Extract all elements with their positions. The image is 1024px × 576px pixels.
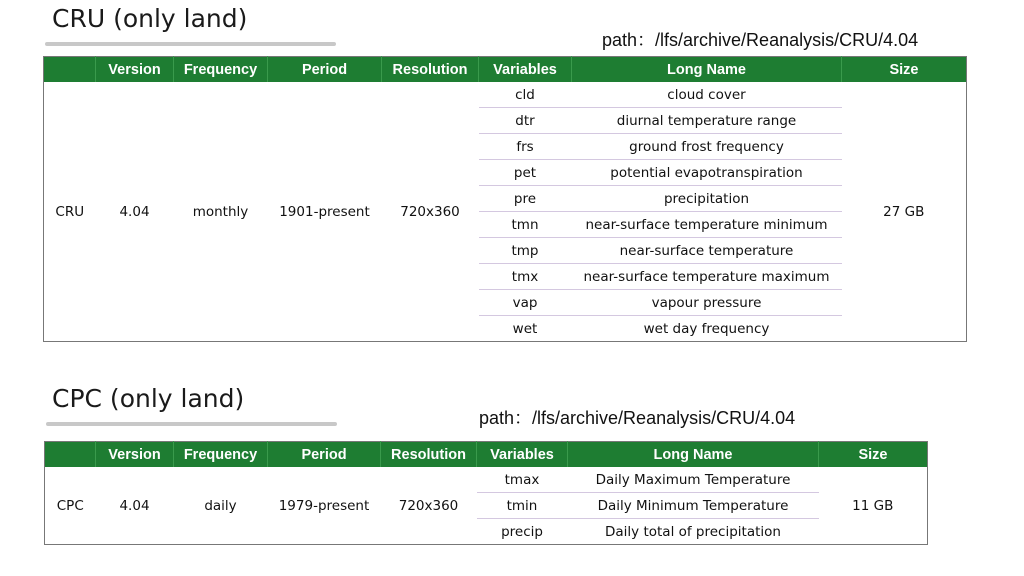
cpc-header-resolution: Resolution — [381, 442, 477, 468]
cpc-frequency-cell: daily — [204, 497, 237, 514]
long-name-cell: near-surface temperature minimum — [572, 212, 842, 238]
long-name-cell: wet day frequency — [643, 320, 770, 337]
cpc-size-cell: 11 GB — [852, 497, 894, 514]
cru-header-resolution: Resolution — [382, 57, 479, 83]
cpc-resolution-cell: 720x360 — [398, 497, 459, 514]
variable-cell: tmp — [479, 238, 572, 264]
cpc-dataset-cell: CPC — [56, 497, 84, 514]
cru-version-cell: 4.04 — [119, 203, 150, 220]
variable-cell: tmn — [479, 212, 572, 238]
cru-resolution-cell: 720x360 — [400, 203, 460, 220]
table-row — [45, 467, 928, 493]
long-name-cell: near-surface temperature maximum — [572, 264, 842, 290]
long-name-cell: potential evapotranspiration — [572, 160, 842, 186]
cru-section-title: CRU (only land) — [52, 4, 248, 33]
cpc-table — [44, 441, 928, 545]
cpc-section-title: CPC (only land) — [52, 384, 245, 413]
long-name-cell: precipitation — [572, 186, 842, 212]
cru-table — [43, 56, 967, 342]
variable-cell: tmin — [477, 493, 568, 519]
variable-cell: frs — [479, 134, 572, 160]
variable-cell: tmx — [479, 264, 572, 290]
long-name-cell: Daily total of precipitation — [605, 523, 781, 540]
long-name-cell: cloud cover — [572, 82, 842, 108]
cru-title-underline — [45, 42, 336, 46]
cru-frequency-cell: monthly — [192, 203, 249, 220]
cpc-period-cell: 1979-present — [278, 497, 370, 514]
long-name-cell: ground frost frequency — [572, 134, 842, 160]
variable-cell: tmax — [477, 467, 568, 493]
cpc-title-underline — [46, 422, 337, 426]
cru-header-period: Period — [268, 57, 382, 83]
long-name-cell: diurnal temperature range — [572, 108, 842, 134]
cpc-header-frequency: Frequency — [174, 442, 268, 468]
cru-header-variables: Variables — [479, 57, 572, 83]
variable-cell: pet — [479, 160, 572, 186]
cpc-header-version: Version — [96, 442, 174, 468]
cru-dataset-cell: CRU — [55, 203, 85, 220]
long-name-cell: Daily Maximum Temperature — [568, 467, 819, 493]
cru-header-frequency: Frequency — [174, 57, 268, 83]
variable-cell: precip — [501, 523, 543, 540]
long-name-cell: Daily Minimum Temperature — [568, 493, 819, 519]
table-row — [44, 82, 967, 108]
cpc-header-size: Size — [819, 442, 928, 468]
cru-header-dataset — [44, 57, 96, 83]
cpc-header-long-name: Long Name — [568, 442, 819, 468]
cpc-header-dataset — [45, 442, 96, 468]
cpc-header-period: Period — [268, 442, 381, 468]
variable-cell: dtr — [479, 108, 572, 134]
cru-period-cell: 1901-present — [279, 203, 370, 220]
cru-path-label: path：/lfs/archive/Reanalysis/CRU/4.04 — [602, 30, 919, 50]
cpc-header-variables: Variables — [477, 442, 568, 468]
long-name-cell: near-surface temperature — [572, 238, 842, 264]
cru-header-row — [44, 57, 967, 83]
variable-cell: cld — [479, 82, 572, 108]
cru-header-size: Size — [842, 57, 967, 83]
long-name-cell: vapour pressure — [572, 290, 842, 316]
cru-size-cell: 27 GB — [883, 203, 925, 220]
cru-header-version: Version — [96, 57, 174, 83]
cpc-header-row — [45, 442, 928, 468]
cru-header-long-name: Long Name — [572, 57, 842, 83]
cpc-version-cell: 4.04 — [119, 497, 150, 514]
variable-cell: wet — [512, 320, 538, 337]
cpc-path-label: path：/lfs/archive/Reanalysis/CRU/4.04 — [479, 408, 796, 428]
variable-cell: vap — [479, 290, 572, 316]
variable-cell: pre — [479, 186, 572, 212]
